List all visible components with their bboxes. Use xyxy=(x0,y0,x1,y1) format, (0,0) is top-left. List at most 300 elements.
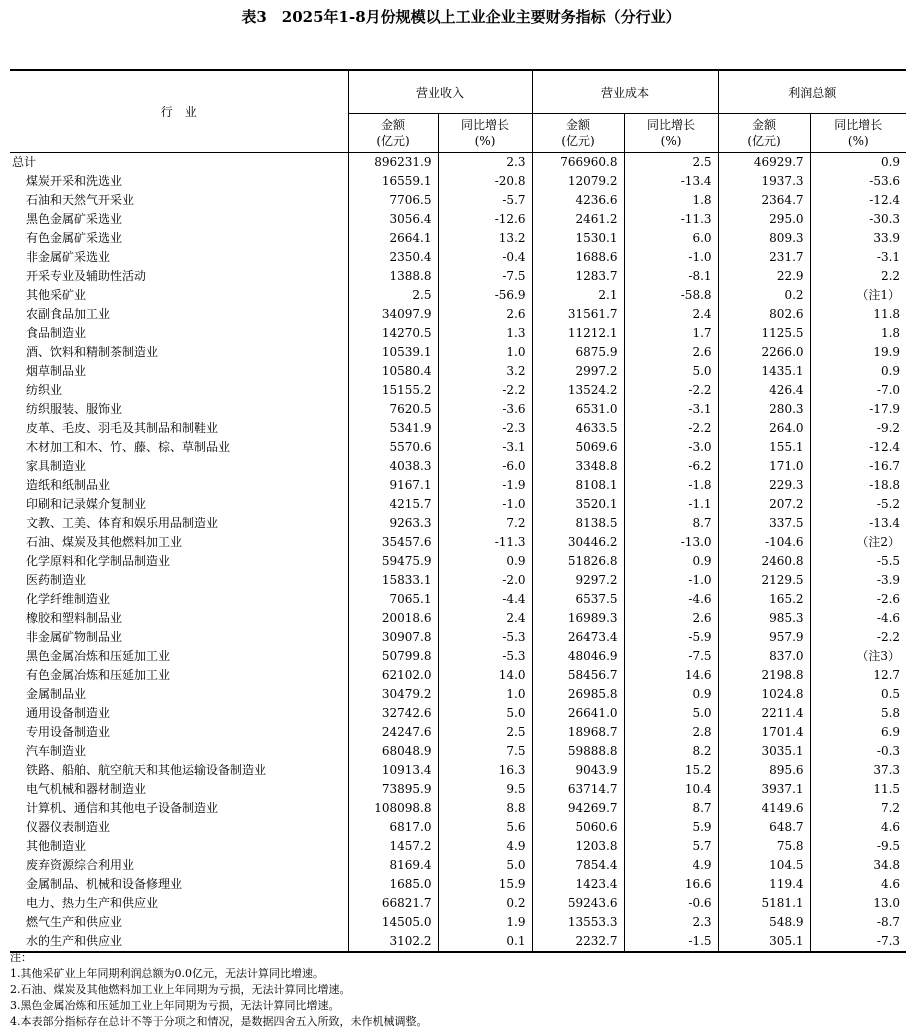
profit-growth: 4.6 xyxy=(810,875,906,894)
industry-name: 医药制造业 xyxy=(26,573,87,587)
header-amount-cell xyxy=(348,114,438,153)
table-row xyxy=(10,305,906,324)
cost-amount: 3348.8 xyxy=(532,457,624,476)
cost-amount: 12079.2 xyxy=(532,172,624,191)
cost-amount: 6531.0 xyxy=(532,400,624,419)
revenue-growth: 15.9 xyxy=(438,875,532,894)
cost-growth: 2.5 xyxy=(624,153,718,173)
profit-amount: 802.6 xyxy=(718,305,810,324)
cost-growth: -3.0 xyxy=(624,438,718,457)
industry-name: 仪器仪表制造业 xyxy=(26,820,111,834)
table-row xyxy=(10,875,906,894)
table-row xyxy=(10,229,906,248)
profit-amount: 207.2 xyxy=(718,495,810,514)
profit-amount: 46929.7 xyxy=(718,153,810,173)
profit-growth: -18.8 xyxy=(810,476,906,495)
profit-amount: 3937.1 xyxy=(718,780,810,799)
header-growth: 同比增长 xyxy=(647,118,696,132)
revenue-growth: -1.9 xyxy=(438,476,532,495)
header-amount-unit: (亿元) xyxy=(561,134,595,148)
table-row xyxy=(10,457,906,476)
profit-amount: 3035.1 xyxy=(718,742,810,761)
industry-name: 文教、工美、体育和娱乐用品制造业 xyxy=(26,516,219,530)
cost-amount: 1203.8 xyxy=(532,837,624,856)
header-amount: 金额 xyxy=(380,118,405,132)
cost-growth: 2.6 xyxy=(624,609,718,628)
table-row xyxy=(10,248,906,267)
table-row xyxy=(10,932,906,952)
cost-amount: 4633.5 xyxy=(532,419,624,438)
profit-growth: 2.2 xyxy=(810,267,906,286)
table-row xyxy=(10,894,906,913)
profit-growth: 34.8 xyxy=(810,856,906,875)
revenue-growth: 2.6 xyxy=(438,305,532,324)
profit-amount: 4149.6 xyxy=(718,799,810,818)
revenue-amount: 4215.7 xyxy=(348,495,438,514)
cost-growth: 2.3 xyxy=(624,913,718,932)
profit-amount: 165.2 xyxy=(718,590,810,609)
cost-growth: -11.3 xyxy=(624,210,718,229)
revenue-amount: 3056.4 xyxy=(348,210,438,229)
revenue-growth: 8.8 xyxy=(438,799,532,818)
profit-growth: （注2） xyxy=(810,533,906,552)
table-row xyxy=(10,590,906,609)
revenue-growth: -4.4 xyxy=(438,590,532,609)
table-row xyxy=(10,267,906,286)
cost-amount: 16989.3 xyxy=(532,609,624,628)
profit-amount: 305.1 xyxy=(718,932,810,952)
profit-growth: -30.3 xyxy=(810,210,906,229)
industry-name: 有色金属冶炼和压延加工业 xyxy=(26,668,171,682)
cost-amount: 31561.7 xyxy=(532,305,624,324)
industry-name: 非金属矿采选业 xyxy=(26,250,111,264)
revenue-amount: 1388.8 xyxy=(348,267,438,286)
table-row xyxy=(10,400,906,419)
revenue-growth: 2.4 xyxy=(438,609,532,628)
header-amount-unit: (亿元) xyxy=(747,134,781,148)
cost-growth: 8.7 xyxy=(624,514,718,533)
profit-growth: -5.2 xyxy=(810,495,906,514)
revenue-growth: -12.6 xyxy=(438,210,532,229)
cost-amount: 13553.3 xyxy=(532,913,624,932)
profit-amount: 1435.1 xyxy=(718,362,810,381)
cost-amount: 5069.6 xyxy=(532,438,624,457)
revenue-amount: 7706.5 xyxy=(348,191,438,210)
industry-name: 非金属矿物制品业 xyxy=(26,630,123,644)
industry-name: 黑色金属冶炼和压延加工业 xyxy=(26,649,171,663)
profit-amount: 2460.8 xyxy=(718,552,810,571)
header-growth-unit: (%) xyxy=(847,134,869,148)
profit-growth: 19.9 xyxy=(810,343,906,362)
industry-name: 食品制造业 xyxy=(26,326,87,340)
cost-amount: 26985.8 xyxy=(532,685,624,704)
revenue-amount: 14270.5 xyxy=(348,324,438,343)
header-industry: 行 业 xyxy=(10,70,348,153)
revenue-amount: 24247.6 xyxy=(348,723,438,742)
profit-amount: 171.0 xyxy=(718,457,810,476)
revenue-amount: 10580.4 xyxy=(348,362,438,381)
revenue-growth: 5.0 xyxy=(438,704,532,723)
page-title: 表3 2025年1-8月份规模以上工业企业主要财务指标（分行业） xyxy=(241,8,681,26)
profit-growth: 7.2 xyxy=(810,799,906,818)
revenue-growth: -7.5 xyxy=(438,267,532,286)
industry-name: 电力、热力生产和供应业 xyxy=(26,896,159,910)
cost-amount: 2997.2 xyxy=(532,362,624,381)
revenue-growth: 1.0 xyxy=(438,685,532,704)
table-row xyxy=(10,628,906,647)
footnotes xyxy=(10,950,910,1030)
industry-name: 金属制品业 xyxy=(26,687,87,701)
profit-amount: 229.3 xyxy=(718,476,810,495)
profit-growth: 37.3 xyxy=(810,761,906,780)
header-growth: 同比增长 xyxy=(834,118,883,132)
table-row xyxy=(10,191,906,210)
revenue-growth: -5.3 xyxy=(438,647,532,666)
cost-amount: 1688.6 xyxy=(532,248,624,267)
revenue-growth: 0.1 xyxy=(438,932,532,952)
cost-growth: 1.8 xyxy=(624,191,718,210)
cost-growth: -1.1 xyxy=(624,495,718,514)
table-row xyxy=(10,609,906,628)
industry-name: 皮革、毛皮、羽毛及其制品和制鞋业 xyxy=(26,421,219,435)
table-row xyxy=(10,913,906,932)
profit-growth: -7.3 xyxy=(810,932,906,952)
profit-growth: -8.7 xyxy=(810,913,906,932)
cost-amount: 59888.8 xyxy=(532,742,624,761)
industry-name: 家具制造业 xyxy=(26,459,87,473)
revenue-growth: -6.0 xyxy=(438,457,532,476)
cost-amount: 63714.7 xyxy=(532,780,624,799)
profit-growth: 11.8 xyxy=(810,305,906,324)
note-4: 4.本表部分指标存在总计不等于分项之和情况，是数据四舍五入所致，未作机械调整。 xyxy=(10,1015,428,1028)
revenue-amount: 30479.2 xyxy=(348,685,438,704)
note-2: 2.石油、煤炭及其他燃料加工业上年同期为亏损，无法计算同比增速。 xyxy=(10,983,351,996)
profit-growth: -9.2 xyxy=(810,419,906,438)
cost-amount: 2232.7 xyxy=(532,932,624,952)
table-row xyxy=(10,666,906,685)
profit-amount: 648.7 xyxy=(718,818,810,837)
table-row xyxy=(10,210,906,229)
profit-amount: 1937.3 xyxy=(718,172,810,191)
cost-growth: 15.2 xyxy=(624,761,718,780)
header-amount: 金额 xyxy=(566,118,591,132)
profit-amount: 548.9 xyxy=(718,913,810,932)
industry-name: 其他制造业 xyxy=(26,839,87,853)
cost-amount: 13524.2 xyxy=(532,381,624,400)
revenue-growth: -5.3 xyxy=(438,628,532,647)
cost-growth: 0.9 xyxy=(624,552,718,571)
industry-name: 铁路、船舶、航空航天和其他运输设备制造业 xyxy=(26,763,267,777)
cost-amount: 94269.7 xyxy=(532,799,624,818)
table-row xyxy=(10,571,906,590)
profit-growth: -12.4 xyxy=(810,438,906,457)
header-row-groups xyxy=(10,70,906,114)
revenue-growth: 2.5 xyxy=(438,723,532,742)
cost-growth: -7.5 xyxy=(624,647,718,666)
profit-amount: 1125.5 xyxy=(718,324,810,343)
profit-growth: 1.8 xyxy=(810,324,906,343)
revenue-amount: 7065.1 xyxy=(348,590,438,609)
header-amount-cell xyxy=(532,114,624,153)
cost-amount: 30446.2 xyxy=(532,533,624,552)
header-growth-cell xyxy=(624,114,718,153)
revenue-amount: 59475.9 xyxy=(348,552,438,571)
profit-growth: 12.7 xyxy=(810,666,906,685)
revenue-growth: 1.0 xyxy=(438,343,532,362)
revenue-growth: -5.7 xyxy=(438,191,532,210)
profit-growth: -7.0 xyxy=(810,381,906,400)
revenue-amount: 6817.0 xyxy=(348,818,438,837)
industry-name: 汽车制造业 xyxy=(26,744,87,758)
cost-growth: -5.9 xyxy=(624,628,718,647)
revenue-amount: 10539.1 xyxy=(348,343,438,362)
revenue-amount: 108098.8 xyxy=(348,799,438,818)
table-row xyxy=(10,780,906,799)
profit-amount: 2198.8 xyxy=(718,666,810,685)
cost-amount: 26473.4 xyxy=(532,628,624,647)
table-row xyxy=(10,742,906,761)
profit-growth: -3.9 xyxy=(810,571,906,590)
industry-name: 煤炭开采和洗选业 xyxy=(26,174,123,188)
revenue-growth: 1.3 xyxy=(438,324,532,343)
industry-name: 开采专业及辅助性活动 xyxy=(26,269,147,283)
cost-amount: 18968.7 xyxy=(532,723,624,742)
profit-amount: 104.5 xyxy=(718,856,810,875)
profit-growth: -53.6 xyxy=(810,172,906,191)
table-row xyxy=(10,324,906,343)
cost-amount: 48046.9 xyxy=(532,647,624,666)
note-1: 1.其他采矿业上年同期利润总额为0.0亿元，无法计算同比增速。 xyxy=(10,967,324,980)
revenue-amount: 20018.6 xyxy=(348,609,438,628)
revenue-growth: 0.9 xyxy=(438,552,532,571)
table-row xyxy=(10,381,906,400)
cost-growth: -58.8 xyxy=(624,286,718,305)
table-body xyxy=(10,153,906,953)
profit-growth: 0.9 xyxy=(810,153,906,173)
revenue-amount: 16559.1 xyxy=(348,172,438,191)
cost-growth: 0.9 xyxy=(624,685,718,704)
table-row xyxy=(10,552,906,571)
profit-amount: 426.4 xyxy=(718,381,810,400)
header-profit: 利润总额 xyxy=(718,70,906,114)
cost-growth: -0.6 xyxy=(624,894,718,913)
table-row xyxy=(10,761,906,780)
table-row xyxy=(10,685,906,704)
cost-growth: -4.6 xyxy=(624,590,718,609)
header-growth-unit: (%) xyxy=(660,134,682,148)
header-cost: 营业成本 xyxy=(532,70,718,114)
profit-amount: 280.3 xyxy=(718,400,810,419)
profit-growth: 33.9 xyxy=(810,229,906,248)
industry-name: 酒、饮料和精制茶制造业 xyxy=(26,345,159,359)
revenue-amount: 1685.0 xyxy=(348,875,438,894)
profit-growth: 0.5 xyxy=(810,685,906,704)
revenue-growth: 5.6 xyxy=(438,818,532,837)
industry-name: 化学原料和化学制品制造业 xyxy=(26,554,171,568)
cost-amount: 5060.6 xyxy=(532,818,624,837)
profit-growth: -5.5 xyxy=(810,552,906,571)
revenue-amount: 896231.9 xyxy=(348,153,438,173)
profit-growth: -17.9 xyxy=(810,400,906,419)
industry-name: 计算机、通信和其他电子设备制造业 xyxy=(26,801,219,815)
table-row xyxy=(10,647,906,666)
cost-amount: 26641.0 xyxy=(532,704,624,723)
profit-growth: 11.5 xyxy=(810,780,906,799)
revenue-amount: 62102.0 xyxy=(348,666,438,685)
revenue-amount: 4038.3 xyxy=(348,457,438,476)
industry-name: 通用设备制造业 xyxy=(26,706,111,720)
industry-name: 造纸和纸制品业 xyxy=(26,478,111,492)
industry-name: 烟草制品业 xyxy=(26,364,87,378)
cost-amount: 6875.9 xyxy=(532,343,624,362)
table-row xyxy=(10,799,906,818)
profit-growth: -2.2 xyxy=(810,628,906,647)
header-amount-unit: (亿元) xyxy=(376,134,410,148)
table-row xyxy=(10,362,906,381)
revenue-growth: 1.9 xyxy=(438,913,532,932)
revenue-growth: 0.2 xyxy=(438,894,532,913)
profit-amount: 337.5 xyxy=(718,514,810,533)
profit-amount: 0.2 xyxy=(718,286,810,305)
revenue-growth: -56.9 xyxy=(438,286,532,305)
cost-growth: -8.1 xyxy=(624,267,718,286)
revenue-amount: 15833.1 xyxy=(348,571,438,590)
industry-name: 水的生产和供应业 xyxy=(10,932,348,952)
industry-name: 农副食品加工业 xyxy=(26,307,111,321)
revenue-amount: 9263.3 xyxy=(348,514,438,533)
profit-amount: 264.0 xyxy=(718,419,810,438)
profit-amount: 5181.1 xyxy=(718,894,810,913)
revenue-growth: -3.1 xyxy=(438,438,532,457)
industry-name: 石油、煤炭及其他燃料加工业 xyxy=(26,535,183,549)
cost-amount: 58456.7 xyxy=(532,666,624,685)
industry-name: 印刷和记录媒介复制业 xyxy=(26,497,147,511)
header-revenue: 营业收入 xyxy=(348,70,532,114)
profit-amount: 985.3 xyxy=(718,609,810,628)
cost-growth: -13.0 xyxy=(624,533,718,552)
industry-name: 总计 xyxy=(12,155,37,169)
cost-amount: 2461.2 xyxy=(532,210,624,229)
revenue-amount: 66821.7 xyxy=(348,894,438,913)
table-row xyxy=(10,172,906,191)
industry-name: 废弃资源综合利用业 xyxy=(26,858,135,872)
header-growth-cell xyxy=(438,114,532,153)
cost-amount: 51826.8 xyxy=(532,552,624,571)
table-row xyxy=(10,533,906,552)
profit-growth: -9.5 xyxy=(810,837,906,856)
revenue-growth: -11.3 xyxy=(438,533,532,552)
cost-growth: -1.5 xyxy=(624,932,718,952)
cost-amount: 6537.5 xyxy=(532,590,624,609)
cost-growth: 8.7 xyxy=(624,799,718,818)
table-row xyxy=(10,286,906,305)
financial-table xyxy=(10,69,906,953)
cost-growth: -6.2 xyxy=(624,457,718,476)
profit-amount: 75.8 xyxy=(718,837,810,856)
revenue-amount: 32742.6 xyxy=(348,704,438,723)
profit-amount: 957.9 xyxy=(718,628,810,647)
cost-amount: 59243.6 xyxy=(532,894,624,913)
industry-name: 专用设备制造业 xyxy=(26,725,111,739)
cost-growth: 4.9 xyxy=(624,856,718,875)
table-row xyxy=(10,514,906,533)
industry-name: 其他采矿业 xyxy=(26,288,87,302)
profit-growth: （注1） xyxy=(810,286,906,305)
profit-growth: -4.6 xyxy=(810,609,906,628)
revenue-amount: 10913.4 xyxy=(348,761,438,780)
revenue-amount: 68048.9 xyxy=(348,742,438,761)
revenue-growth: -20.8 xyxy=(438,172,532,191)
industry-name: 燃气生产和供应业 xyxy=(26,915,123,929)
profit-amount: 231.7 xyxy=(718,248,810,267)
revenue-growth: 5.0 xyxy=(438,856,532,875)
cost-amount: 2.1 xyxy=(532,286,624,305)
table-row xyxy=(10,419,906,438)
revenue-amount: 34097.9 xyxy=(348,305,438,324)
profit-growth: 6.9 xyxy=(810,723,906,742)
cost-growth: -2.2 xyxy=(624,381,718,400)
cost-growth: 6.0 xyxy=(624,229,718,248)
note-heading: 注： xyxy=(10,951,32,964)
revenue-amount: 73895.9 xyxy=(348,780,438,799)
cost-growth: 5.0 xyxy=(624,362,718,381)
revenue-growth: -1.0 xyxy=(438,495,532,514)
profit-amount: 2129.5 xyxy=(718,571,810,590)
cost-growth: 5.7 xyxy=(624,837,718,856)
cost-amount: 3520.1 xyxy=(532,495,624,514)
cost-growth: 2.4 xyxy=(624,305,718,324)
cost-amount: 1283.7 xyxy=(532,267,624,286)
revenue-amount: 2350.4 xyxy=(348,248,438,267)
cost-amount: 7854.4 xyxy=(532,856,624,875)
header-growth-unit: (%) xyxy=(474,134,496,148)
revenue-amount: 50799.8 xyxy=(348,647,438,666)
table-row xyxy=(10,476,906,495)
profit-amount: 837.0 xyxy=(718,647,810,666)
cost-amount: 8138.5 xyxy=(532,514,624,533)
cost-amount: 9043.9 xyxy=(532,761,624,780)
revenue-amount: 2664.1 xyxy=(348,229,438,248)
profit-amount: 895.6 xyxy=(718,761,810,780)
profit-amount: 295.0 xyxy=(718,210,810,229)
revenue-growth: 2.3 xyxy=(438,153,532,173)
revenue-amount: 9167.1 xyxy=(348,476,438,495)
revenue-growth: 7.5 xyxy=(438,742,532,761)
cost-growth: 1.7 xyxy=(624,324,718,343)
cost-growth: 8.2 xyxy=(624,742,718,761)
revenue-growth: 14.0 xyxy=(438,666,532,685)
table-row xyxy=(10,153,906,173)
revenue-amount: 35457.6 xyxy=(348,533,438,552)
note-3: 3.黑色金属冶炼和压延加工业上年同期为亏损，无法计算同比增速。 xyxy=(10,999,340,1012)
cost-growth: -13.4 xyxy=(624,172,718,191)
revenue-growth: 16.3 xyxy=(438,761,532,780)
cost-amount: 4236.6 xyxy=(532,191,624,210)
revenue-growth: -2.3 xyxy=(438,419,532,438)
header-amount-cell xyxy=(718,114,810,153)
revenue-growth: -2.0 xyxy=(438,571,532,590)
cost-growth: 2.6 xyxy=(624,343,718,362)
profit-growth: -2.6 xyxy=(810,590,906,609)
cost-amount: 1530.1 xyxy=(532,229,624,248)
cost-growth: -3.1 xyxy=(624,400,718,419)
header-growth-cell xyxy=(810,114,906,153)
profit-amount: 2266.0 xyxy=(718,343,810,362)
profit-amount: -104.6 xyxy=(718,533,810,552)
cost-growth: -1.0 xyxy=(624,248,718,267)
revenue-amount: 3102.2 xyxy=(348,932,438,952)
industry-name: 石油和天然气开采业 xyxy=(26,193,135,207)
